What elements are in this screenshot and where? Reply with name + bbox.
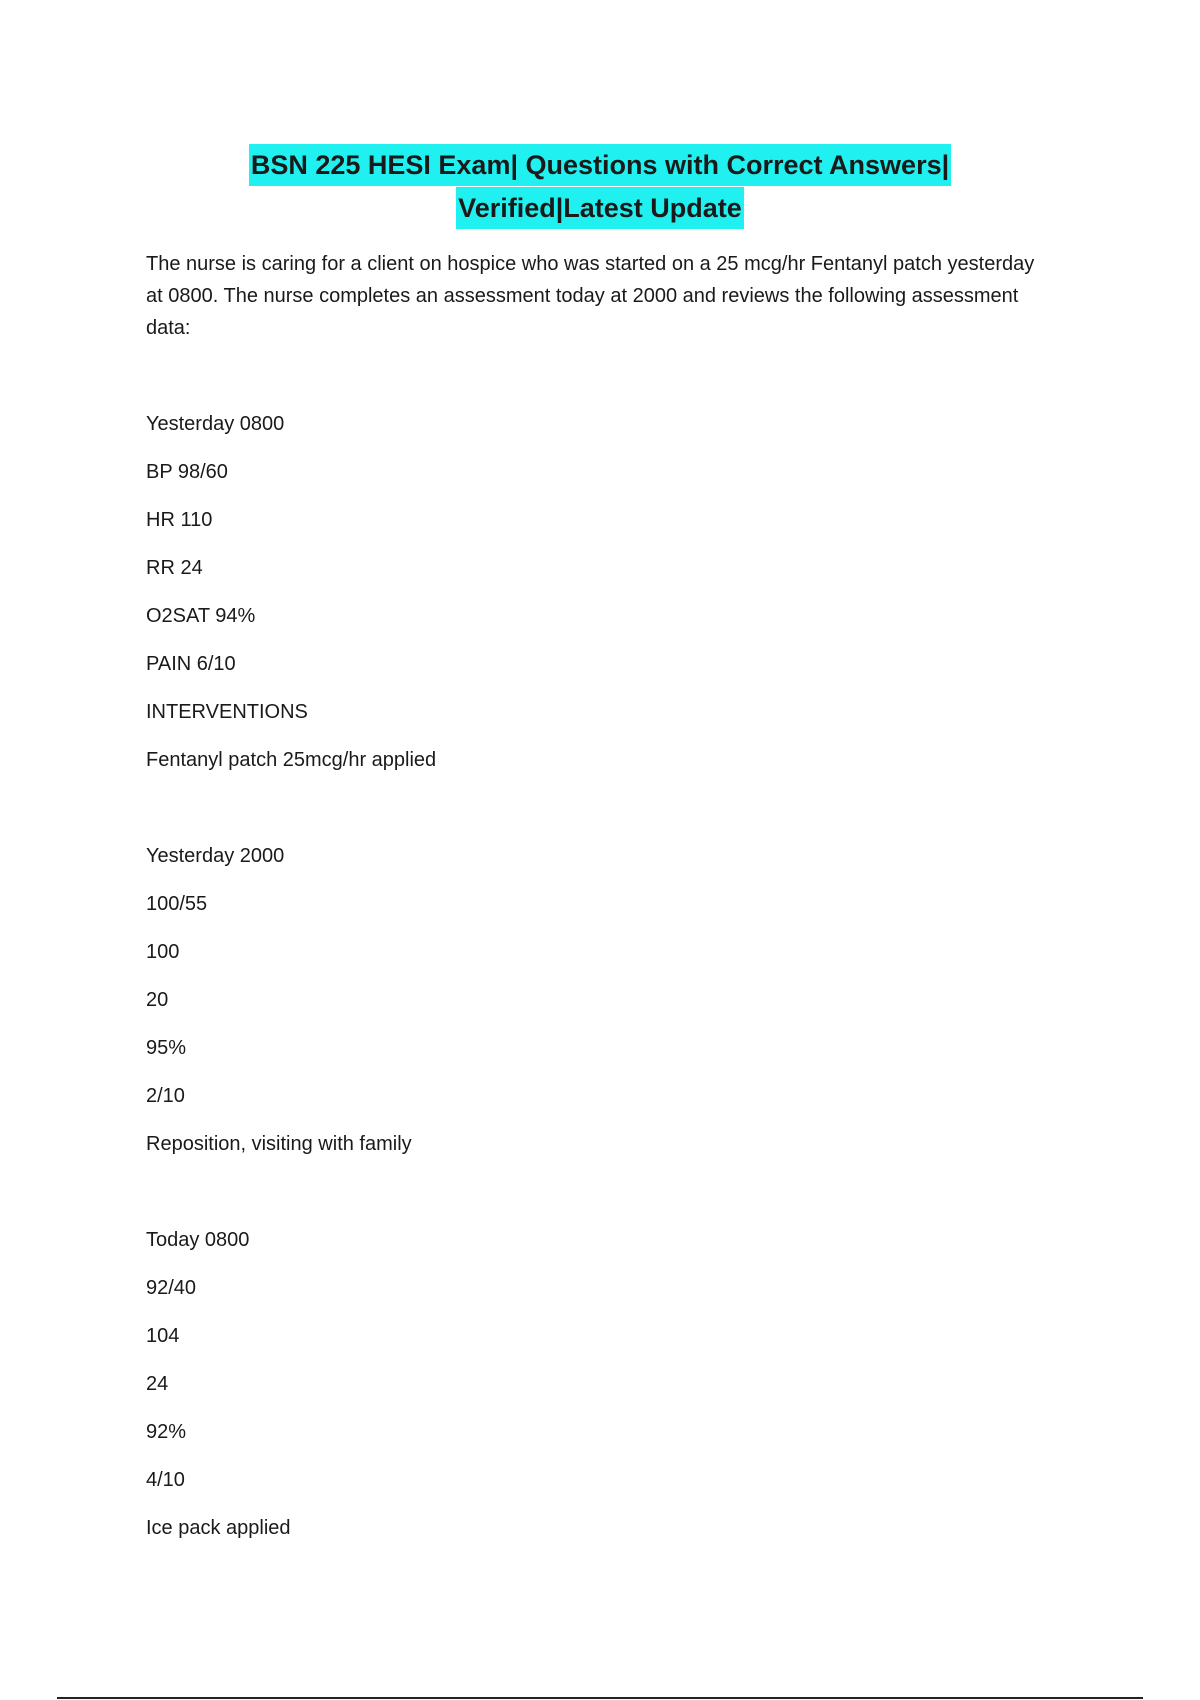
section-heading: Yesterday 0800 bbox=[146, 413, 285, 435]
hr-value: 100 bbox=[146, 941, 180, 963]
question-stem: The nurse is caring for a client on hospice who was started on a 25 mcg/hr Fentanyl patch yesterday at 0800. The nurse completes an assessment today at 2000 and reviews the following assessment data: bbox=[146, 253, 1035, 339]
o2sat-value: O2SAT 94% bbox=[146, 605, 256, 627]
footer-divider bbox=[57, 1697, 1143, 1699]
rr-value: 24 bbox=[146, 1373, 169, 1395]
document-title bbox=[0, 144, 1200, 230]
hr-value: HR 110 bbox=[146, 509, 213, 531]
intervention-value: Reposition, visiting with family bbox=[146, 1133, 412, 1155]
rr-value: 20 bbox=[146, 989, 169, 1011]
pain-value: 2/10 bbox=[146, 1085, 185, 1107]
o2sat-value: 92% bbox=[146, 1421, 187, 1443]
bp-value: 100/55 bbox=[146, 893, 208, 915]
title-line-1: BSN 225 HESI Exam| Questions with Correct Answers| bbox=[249, 144, 951, 186]
intervention-value: Fentanyl patch 25mcg/hr applied bbox=[146, 749, 437, 771]
bp-value: BP 98/60 bbox=[146, 461, 228, 483]
title-line-2: Verified|Latest Update bbox=[456, 187, 744, 229]
hr-value: 104 bbox=[146, 1325, 180, 1347]
bp-value: 92/40 bbox=[146, 1277, 197, 1299]
assessment-today-0800 bbox=[146, 1228, 846, 1564]
assessment-yesterday-2000 bbox=[146, 844, 846, 1180]
section-heading: Yesterday 2000 bbox=[146, 845, 285, 867]
o2sat-value: 95% bbox=[146, 1037, 187, 1059]
assessment-yesterday-0800 bbox=[146, 412, 846, 796]
pain-value: 4/10 bbox=[146, 1469, 185, 1491]
interventions-label: INTERVENTIONS bbox=[146, 701, 308, 723]
rr-value: RR 24 bbox=[146, 557, 203, 579]
intervention-value: Ice pack applied bbox=[146, 1517, 291, 1539]
section-heading: Today 0800 bbox=[146, 1229, 250, 1251]
pain-value: PAIN 6/10 bbox=[146, 653, 236, 675]
